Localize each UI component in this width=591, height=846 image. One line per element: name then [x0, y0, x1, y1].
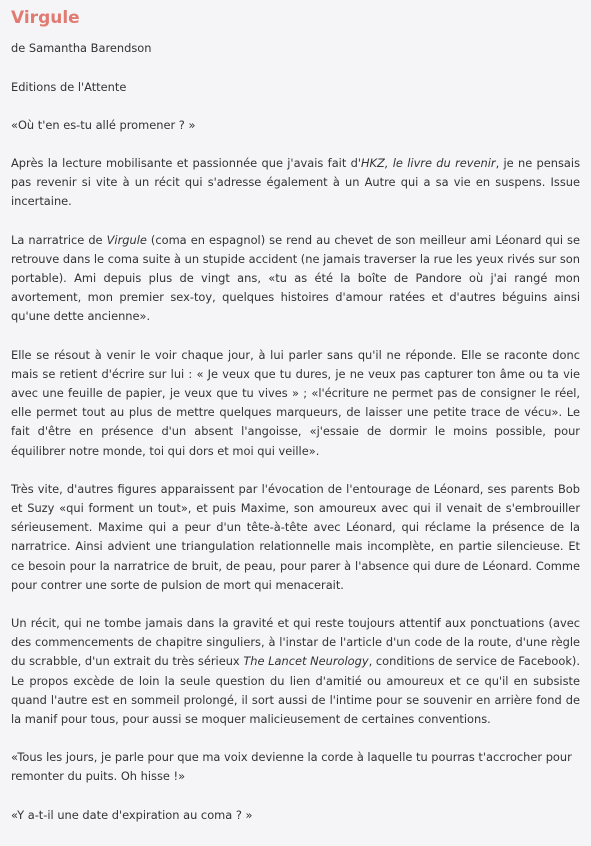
paragraph-narrator-text-a: La narratrice de [11, 232, 107, 247]
publisher-line: Editions de l'Attente [11, 79, 127, 94]
closing-quote-rope: «Tous les jours, je parle pour que ma voix devienne la corde à laquelle tu pourras t'accrocher pour remonter du puits. Oh hisse !» [11, 750, 572, 784]
paragraph-narrator [11, 231, 580, 327]
paragraph-intro [11, 154, 580, 212]
paragraph-intro-text-b: , je ne pensais pas revenir si vite à un récit qui s'adresse également à un Autre qui a sa vie en suspens. Issue incertaine. [11, 156, 581, 209]
author-line: de Samantha Barendson [11, 41, 152, 56]
paragraph-narrator-text-b: (coma en espagnol) se rend au chevet de son meilleur ami Léonard qui se retrouve dans le coma suite à un stupide accident (ne jamais traverser la rue les yeux rivés sur son portable). Ami depuis plus de vingt ans, «tu as été la boîte de Pandore où j'ai rangé mon avortement, mon premier sex-toy, quelques histoires d'amour ratées et d'autres béguins ainsi qu'une dette ancienne». [11, 232, 580, 324]
paragraph-recit-text-b: , conditions de service de Facebook). Le propos excède de loin la seule question du lien d'amitié ou amoureux et ce qu'il en subsiste quand l'autre est en sommeil prolongé, il sort aussi de l'intime pour se souvenir en arrière fond de la manif pour tous, pour aussi se moquer malicieusement de certaines conventions. [11, 654, 580, 727]
paragraph-recit [11, 614, 580, 729]
article-title: Virgule [11, 8, 80, 28]
paragraph-recit-text-a: Un récit, qui ne tombe jamais dans la gravité et qui reste toujours attentif aux ponctuations (avec des commencements de chapitre singuliers, à l'instar de l'article d'un code de la route, d'une règle du scrabble, d'un extrait du très sérieux [11, 616, 580, 669]
journal-title-lancet: The Lancet Neurology [243, 654, 369, 669]
paragraph-visits: Elle se résout à venir le voir chaque jour, à lui parler sans qu'il ne réponde. Elle se raconte donc mais se retient d'écrire sur lui : « Je veux que tu dures, je ne veux pas capturer ton âme ou ta vie avec une feuille de papier, je veux que tu vives » ; «l'écriture ne permet pas de consigner le réel, elle permet tout au plus de mettre quelques marqueurs, de laisser une petite trace de vécu». Le fait d'être en présence d'un absent l'angoisse, «j'essaie de dormir le moins possible, pour équilibrer notre monde, toi qui dors et moi qui veille». [11, 347, 580, 458]
closing-quote-expiration: «Y a-t-il une date d'expiration au coma ? » [11, 807, 253, 822]
book-title-virgule: Virgule [106, 232, 147, 247]
paragraph-intro-text-a: Après la lecture mobilisante et passionnée que j'avais fait d' [11, 156, 361, 170]
paragraph-figures: Très vite, d'autres figures apparaissent par l'évocation de l'entourage de Léonard, ses parents Bob et Suzy «qui forment un tout», et puis Maxime, son amoureux avec qui il venait de s'embrouiller sérieusement. Maxime qui a peur d'un tête-à-tête avec Léonard, qui réclame la présence de la narratrice. Ainsi advient une triangulation relationnelle mais incomplète, en partie silencieuse. Et ce besoin pour la narratrice de bruit, de peau, pour parer à l'absence qui dure de Léonard. Comme pour contrer une sorte de pulsion de mort qui menacerait. [11, 481, 580, 592]
book-title-hkz: HKZ, le livre du revenir [360, 156, 496, 170]
opening-quote: «Où t'en es-tu allé promener ? » [11, 117, 196, 132]
